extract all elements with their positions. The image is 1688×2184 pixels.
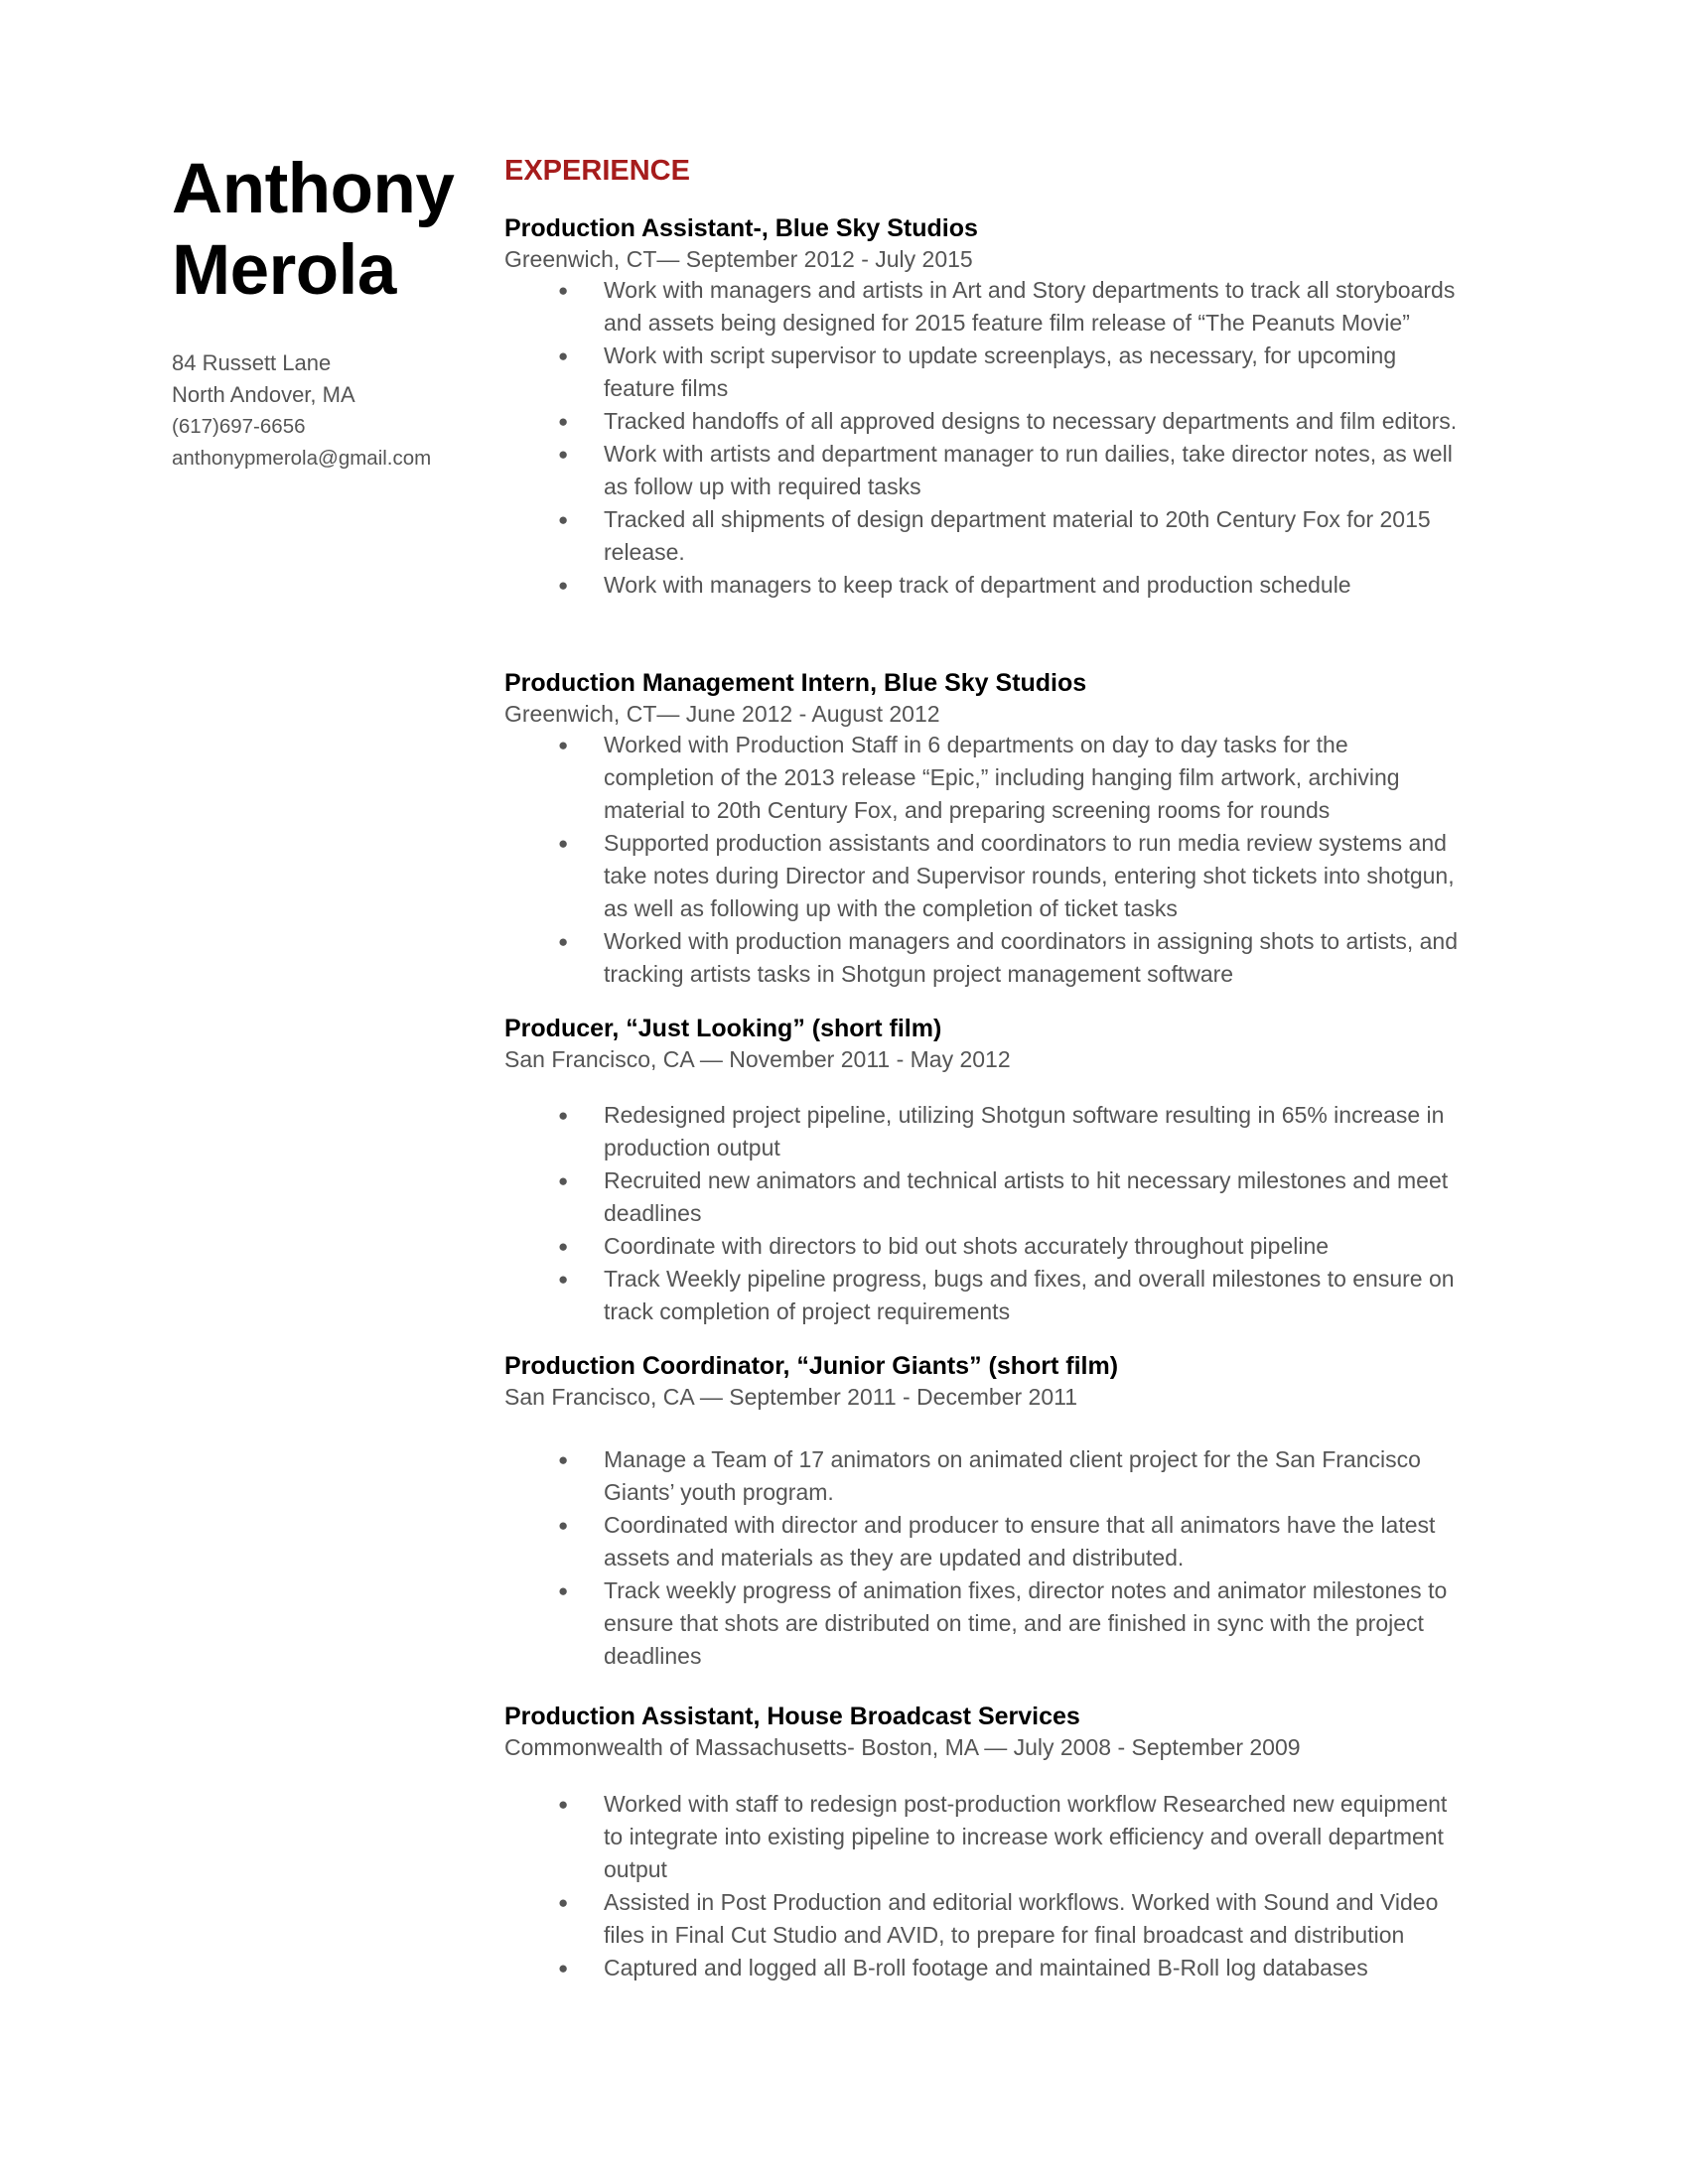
job-meta: San Francisco, CA — November 2011 - May 2012	[504, 1046, 1011, 1072]
job-title: Production Management Intern, Blue Sky Studios	[504, 669, 1087, 697]
bullet-dot-icon: ●	[558, 510, 569, 529]
job-bullets	[504, 1443, 1557, 1673]
bullet-dot-icon: ●	[558, 346, 569, 365]
first-name: Anthony	[172, 150, 455, 228]
phone: (617)697-6656	[172, 415, 306, 438]
bullet-dot-icon: ●	[558, 1893, 569, 1912]
bullet-dot-icon: ●	[558, 576, 569, 595]
bullet-item: ● Worked with Production Staff in 6 departments on day to day tasks for the completion of the 2013 release “Epic,” including hanging film artwork, archiving material to 20th Century Fox, and preparing screening rooms for rounds	[504, 729, 1557, 827]
last-name: Merola	[172, 231, 396, 310]
bullet-item: ● Supported production assistants and coordinators to run media review systems and take notes during Director and Supervisor rounds, entering shot tickets into shotgun, as well as following up with the completion of ticket tasks	[504, 827, 1557, 925]
bullet-dot-icon: ●	[558, 736, 569, 754]
job-meta: San Francisco, CA — September 2011 - December 2011	[504, 1384, 1077, 1410]
address-line-2: North Andover, MA	[172, 382, 355, 407]
bullet-item: ● Work with artists and department manager to run dailies, take director notes, as well as follow up with required tasks	[504, 438, 1557, 503]
bullet-item: ● Redesigned project pipeline, utilizing Shotgun software resulting in 65% increase in production output	[504, 1099, 1557, 1164]
job-entry	[504, 667, 1557, 991]
bullet-dot-icon: ●	[558, 1106, 569, 1125]
bullet-dot-icon: ●	[558, 932, 569, 951]
bullet-item: ● Track weekly progress of animation fixes, director notes and animator milestones to ensure that shots are distributed on time, and are finished in sync with the project deadlines	[504, 1574, 1557, 1673]
bullet-item: ● Tracked handoffs of all approved designs to necessary departments and film editors.	[504, 405, 1557, 438]
bullet-item: ● Work with managers to keep track of department and production schedule	[504, 569, 1557, 602]
job-title: Production Coordinator, “Junior Giants” (short film)	[504, 1352, 1119, 1380]
job-bullets	[504, 1788, 1557, 1984]
bullet-dot-icon: ●	[558, 1237, 569, 1256]
section-title: EXPERIENCE	[504, 155, 690, 187]
bullet-dot-icon: ●	[558, 1450, 569, 1469]
bullet-item: ● Manage a Team of 17 animators on animated client project for the San Francisco Giants’ youth program.	[504, 1443, 1557, 1509]
bullet-dot-icon: ●	[558, 1795, 569, 1814]
contact-block	[172, 347, 470, 475]
person-name	[172, 149, 470, 312]
bullet-item: ● Coordinated with director and producer to ensure that all animators have the latest assets and materials as they are updated and distributed.	[504, 1509, 1557, 1574]
bullet-dot-icon: ●	[558, 834, 569, 853]
address-line-1: 84 Russett Lane	[172, 350, 332, 375]
bullet-dot-icon: ●	[558, 412, 569, 431]
bullet-item: ● Captured and logged all B-roll footage and maintained B-Roll log databases	[504, 1952, 1557, 1984]
bullet-dot-icon: ●	[558, 1581, 569, 1600]
bullet-item: ● Worked with production managers and coordinators in assigning shots to artists, and tracking artists tasks in Shotgun project management software	[504, 925, 1557, 991]
job-entry	[504, 1013, 1557, 1328]
bullet-item: ● Track Weekly pipeline progress, bugs and fixes, and overall milestones to ensure on track completion of project requirements	[504, 1263, 1557, 1328]
bullet-dot-icon: ●	[558, 1270, 569, 1289]
bullet-dot-icon: ●	[558, 1171, 569, 1190]
bullet-dot-icon: ●	[558, 445, 569, 464]
bullet-dot-icon: ●	[558, 1516, 569, 1535]
job-bullets	[504, 1099, 1557, 1328]
job-entry	[504, 212, 1557, 602]
email: anthonypmerola@gmail.com	[172, 447, 432, 470]
bullet-item: ● Work with script supervisor to update screenplays, as necessary, for upcoming feature films	[504, 340, 1557, 405]
job-meta: Commonwealth of Massachusetts- Boston, MA — July 2008 - September 2009	[504, 1734, 1301, 1760]
job-bullets	[504, 274, 1557, 602]
experience-section	[504, 149, 1557, 1984]
job-title: Producer, “Just Looking” (short film)	[504, 1015, 942, 1042]
job-entry	[504, 1350, 1557, 1673]
bullet-dot-icon: ●	[558, 281, 569, 300]
job-entry	[504, 1701, 1557, 1984]
job-meta: Greenwich, CT— September 2012 - July 2015	[504, 246, 973, 272]
bullet-item: ● Assisted in Post Production and editorial workflows. Worked with Sound and Video files in Final Cut Studio and AVID, to prepare for final broadcast and distribution	[504, 1886, 1557, 1952]
job-title: Production Assistant-, Blue Sky Studios	[504, 214, 978, 242]
job-title: Production Assistant, House Broadcast Services	[504, 1703, 1080, 1730]
job-bullets	[504, 729, 1557, 991]
bullet-item: ● Recruited new animators and technical artists to hit necessary milestones and meet deadlines	[504, 1164, 1557, 1230]
bullet-item: ● Tracked all shipments of design department material to 20th Century Fox for 2015 release.	[504, 503, 1557, 569]
bullet-item: ● Coordinate with directors to bid out shots accurately throughout pipeline	[504, 1230, 1557, 1263]
sidebar	[172, 149, 470, 475]
bullet-item: ● Worked with staff to redesign post-production workflow Researched new equipment to integrate into existing pipeline to increase work efficiency and overall department output	[504, 1788, 1557, 1886]
bullet-item: ● Work with managers and artists in Art and Story departments to track all storyboards and assets being designed for 2015 feature film release of “The Peanuts Movie”	[504, 274, 1557, 340]
job-meta: Greenwich, CT— June 2012 - August 2012	[504, 701, 940, 727]
bullet-dot-icon: ●	[558, 1959, 569, 1978]
